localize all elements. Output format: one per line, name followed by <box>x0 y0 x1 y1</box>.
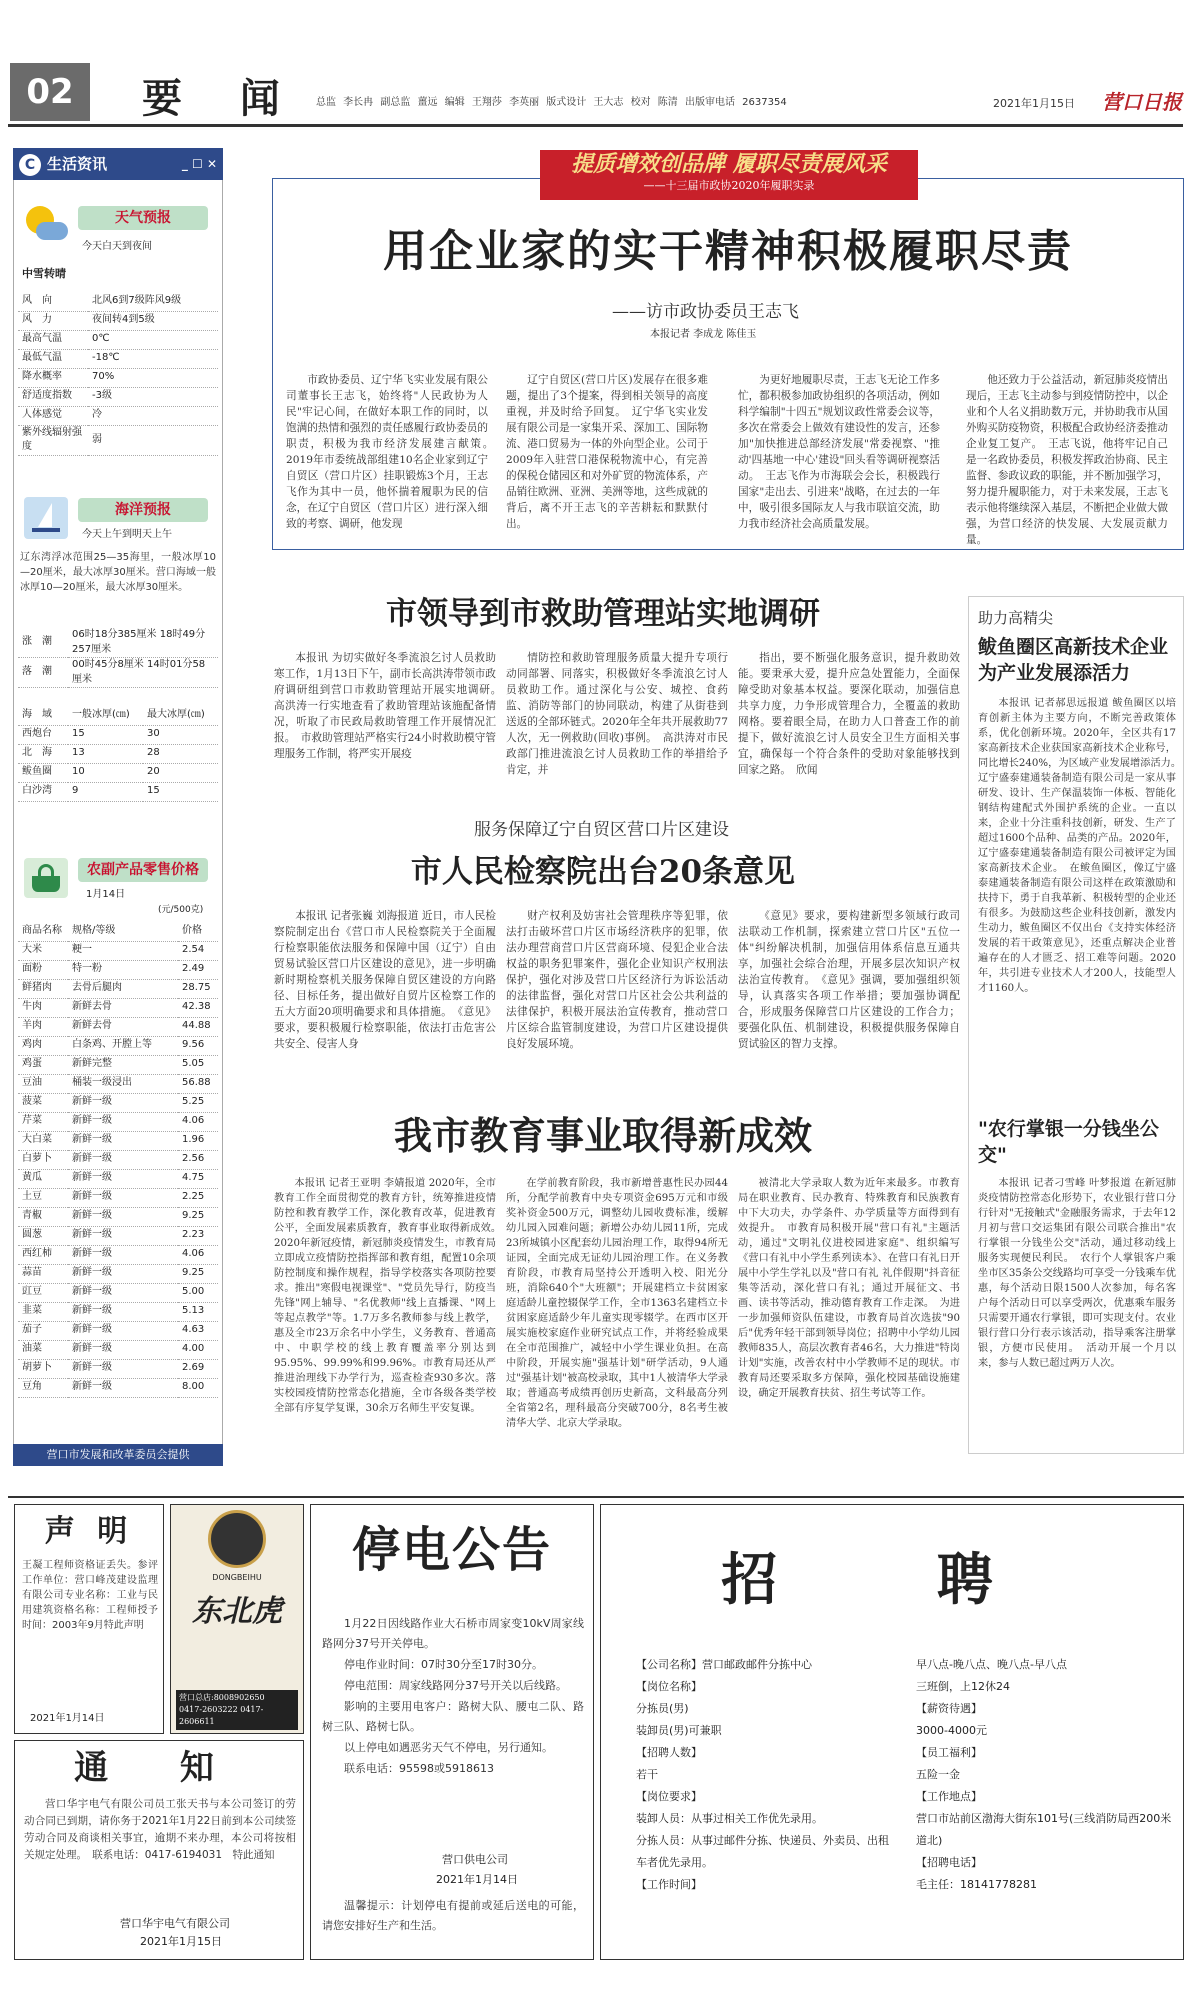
price-cell: 土豆 <box>18 1188 68 1207</box>
price-cell: 2.25 <box>178 1188 218 1207</box>
power-org: 营口供电公司 <box>442 1853 508 1866</box>
hiring-line: 【岗位名称】 <box>636 1680 702 1693</box>
price-cell: 牛肉 <box>18 998 68 1017</box>
weather-cell: 舒适度指数 <box>18 387 88 406</box>
price-cell: 4.75 <box>178 1169 218 1188</box>
price-cell: 2.49 <box>178 960 218 979</box>
price-unit: (元/500克) <box>158 905 204 915</box>
price-cell: 新鲜一级 <box>68 1283 178 1302</box>
ice-cell: 20 <box>143 763 218 782</box>
ice-row <box>18 725 218 744</box>
issue-date: 2021年1月15日 <box>993 97 1075 110</box>
price-tag: 农副产品零售价格 <box>78 858 208 882</box>
ice-cell: 西炮台 <box>18 725 68 744</box>
education-col3: 被清北大学录取人数为近年来最多。市教育局在职业教育、民办教育、特殊教育和民族教育中下大功夫，办学条件、办学质量等方面得到有效提升。 市教育局积极开展"营口有礼"主题活动，通过"文明礼仪进校园进家庭"、组织编写《营口有礼中小学生系列读本》、在营口有礼日开展中小学生学礼以及"营口有礼 礼伴假期"抖音征集等活动，深化营口有礼；通过开展征文、书画、读书等活动，推动德育教育工作走深。 为进一步加强师资队伍建设，市教育局首次选拔"90后"优秀年轻干部到领导岗位；招聘中小学幼儿园教师835人，高层次教育者46名，大力推进"特岗计划"实施，改善农村中小学教师不足的现状。市教育局还要采取多方保障，强化校园基础设施建设，确定开展教育扶贫、招生考试等工作。 <box>738 1178 960 1399</box>
cppcc-col4: 他还致力于公益活动，新冠肺炎疫情出现后，王志飞主动参与到疫情防控中，以企业和个人名义捐助数万元，并协助我市从国外购买防疫物资，积极配合政协经济委推动企业复工复产。 王志飞说，他将牢记自己是一名政协委员，积极发挥政治协商、民主监督、参政议政的职能，并不断加强学习，努力提升履职能力，对于未来发展，王志飞表示他将继续深入基层，不断把企业做大做强，为营口经济的快发展、大发展贡献力量。 <box>966 374 1168 546</box>
hiring-right <box>916 1654 1172 1896</box>
tide-cell: 落 潮 <box>18 658 68 688</box>
hiring-line: 五险一金 <box>916 1768 960 1781</box>
hiring-line: 【公司名称】营口邮政邮件分拣中心 <box>636 1658 812 1671</box>
hiring-line: 早八点-晚八点、晚八点-早八点 <box>916 1658 1067 1671</box>
price-cell: 1.96 <box>178 1131 218 1150</box>
cppcc-col2: 辽宁自贸区(营口片区)发展存在很多难题，提出了3个提案，得到相关领导的高度重视，并及时给予回复。 辽宁华飞实业发展有限公司是一家集开采、深加工、国际物流、港口贸易为一体的外向型企业。公司于2009年入驻营口港保税物流中心，有完善的保税仓储园区和对外矿贸的物流体系，产品销往欧洲、亚洲、美洲等地，这些成就的背后，离不开王志飞的辛苦耕耘和默默付出。 <box>506 374 708 530</box>
price-cell: 青椒 <box>18 1207 68 1226</box>
price-cell: 桶装一级浸出 <box>68 1074 178 1093</box>
price-row <box>18 998 218 1017</box>
price-row <box>18 979 218 998</box>
section-title: 要 闻 <box>142 75 302 122</box>
price-cell: 西红柿 <box>18 1245 68 1264</box>
price-cell: 9.25 <box>178 1207 218 1226</box>
price-cell: 圆葱 <box>18 1226 68 1245</box>
ice-cell: 30 <box>143 725 218 744</box>
price-cell: 5.13 <box>178 1302 218 1321</box>
price-cell: 特一粉 <box>68 960 178 979</box>
price-cell: 5.05 <box>178 1055 218 1074</box>
weather-summary: 中雪转晴 <box>22 267 66 280</box>
price-cell: 4.06 <box>178 1112 218 1131</box>
price-cell: 新鲜一级 <box>68 1245 178 1264</box>
price-cell: 2.69 <box>178 1359 218 1378</box>
price-cell: 5.25 <box>178 1093 218 1112</box>
hiring-title: 招 聘 <box>721 1547 1063 1613</box>
hiring-line: 分拣员(男) <box>636 1702 689 1715</box>
price-cell: 鸡蛋 <box>18 1055 68 1074</box>
price-cell: 新鲜一级 <box>68 1150 178 1169</box>
price-row <box>18 1036 218 1055</box>
weather-table <box>18 292 218 456</box>
weather-row <box>18 406 218 425</box>
ice-cell: 海 域 <box>18 706 68 725</box>
price-cell: 新鲜一级 <box>68 1112 178 1131</box>
price-cell: 2.56 <box>178 1150 218 1169</box>
weather-row <box>18 425 218 455</box>
sun-cloud-icon <box>24 204 70 250</box>
price-cell: 茄子 <box>18 1321 68 1340</box>
price-row <box>18 1226 218 1245</box>
price-cell: 44.88 <box>178 1017 218 1036</box>
weather-row <box>18 330 218 349</box>
price-cell: 2.54 <box>178 941 218 960</box>
rescue-col2: 情防控和救助管理服务质量大提升专项行动同部署、同落实，积极做好冬季流浪乞讨人员救助工作。通过深化与公安、城控、食药监、消防等部门的协同联动，构建了从街巷到送返的全部环链式。2020年全年共开展救助77人次，无一例救助(回收)事例。 高洪涛对市民政部门推进流浪乞讨人员救助工作的举措给予肯定，并 <box>506 652 728 776</box>
article-kicker-hightech: 助力高精尖 <box>978 609 1054 627</box>
price-row <box>18 1131 218 1150</box>
notice-date: 2021年1月15日 <box>140 1935 222 1948</box>
article-kicker-procuratorate: 服务保障辽宁自贸区营口片区建设 <box>474 820 729 840</box>
weather-cell: 风 力 <box>18 311 88 330</box>
weather-cell: 降水概率 <box>18 368 88 387</box>
price-cell: 豇豆 <box>18 1283 68 1302</box>
weather-cell: 紫外线辐射强度 <box>18 425 88 455</box>
price-cell: 新鲜一级 <box>68 1340 178 1359</box>
power-text: 1月22日因线路作业大石桥市周家变10kV周家线路网分37号开关停电。 停电作业时间：07时30分至17时30分。 停电范围：周家线路网分37号开关以后线路。 影响的主要用电客户：路树大队、腰屯二队、路树三队、路树七队。 以上停电如遇恶劣天气不停电，另行通知。 联系电话：95598或5918613 <box>322 1617 584 1775</box>
price-cell: 油菜 <box>18 1340 68 1359</box>
article-byline-cppcc: 本报记者 李成龙 陈佳玉 <box>650 329 757 340</box>
tide-cell: 涨 潮 <box>18 628 68 658</box>
ice-row <box>18 763 218 782</box>
price-cell: 粳一 <box>68 941 178 960</box>
procuratorate-col3: 《意见》要求，要构建新型多领域行政司法联动工作机制，探索建立营口片区"五位一体"纠纷解决机制，加强信用体系信息互通共享，加强社会综合治理，开展多层次知识产权法治宣传教育。 《意见》强调，要加强组织领导，认真落实各项工作举措；要加强协调配合，形成服务保障营口片区建设的工作合力；要强化队伍、机制建设，积极提供服务保障自贸试验区的智力支撑。 <box>738 910 960 1050</box>
power-tip: 温馨提示：计划停电有提前或延后送电的可能，请您安排好生产和生活。 <box>322 1899 584 1932</box>
price-cell: 42.38 <box>178 998 218 1017</box>
price-cell: 新鲜一级 <box>68 1359 178 1378</box>
basket-icon <box>24 858 68 898</box>
price-table <box>18 922 218 1398</box>
hiring-line: 毛主任：18141778281 <box>916 1878 1037 1891</box>
weather-cell: 最高气温 <box>18 330 88 349</box>
hiring-line: 分拣人员：从事过邮件分拣、快递员、外卖员、出租车者优先录用。 <box>636 1834 889 1869</box>
price-cell: 新鲜一级 <box>68 1093 178 1112</box>
weather-cell: -18℃ <box>88 349 218 368</box>
tiger-contact-line1: 营口总店:8008902650 <box>179 1693 265 1702</box>
abc-text: 本报讯 记者刁雪峰 叶梦报道 在新冠肺炎疫情防控常态化形势下，农业银行营口分行针对"无接触式"金融服务需求，于去年12月初与营口交运集团有限公司联合推出"农行掌银一分钱坐公交"活动，通过移动线上服务实现便民利民。 农行个人掌银客户乘坐市区35条公交线路均可享受一分钱乘车优惠，每个活动日限1500人次参加，每名客户每个活动日可以享受两次，优惠乘车服务只需要开通农行掌银，即可实现支付。农业银行营口分行表示该活动，指导乘客注册掌银，方便市民使用。 活动开展一个月以来，参与人数已超过两万人次。 <box>978 1178 1176 1369</box>
power-date: 2021年1月14日 <box>436 1873 518 1886</box>
price-cell: 商品名称 <box>18 922 68 941</box>
weather-cell: 夜间转4到5级 <box>88 311 218 330</box>
price-cell: 2.23 <box>178 1226 218 1245</box>
price-cell: 豆角 <box>18 1378 68 1397</box>
ice-cell: 13 <box>68 744 143 763</box>
hiring-line: 【工作时间】 <box>636 1878 702 1891</box>
ice-cell: 最大冰厚(㎝) <box>143 706 218 725</box>
price-cell: 4.00 <box>178 1340 218 1359</box>
price-cell: 新鲜一级 <box>68 1378 178 1397</box>
hiring-line: 【工作地点】 <box>916 1790 982 1803</box>
price-row <box>18 1112 218 1131</box>
price-row <box>18 1017 218 1036</box>
price-cell: 新鲜去骨 <box>68 998 178 1017</box>
price-cell: 大白菜 <box>18 1131 68 1150</box>
weather-tag: 天气预报 <box>78 206 208 230</box>
tiger-logo-icon <box>208 1510 266 1568</box>
weather-cell: -3级 <box>88 387 218 406</box>
rescue-col1: 本报讯 为切实做好冬季流浪乞讨人员救助寒工作，1月13日下午，副市长高洪涛带领市政府调研组到营口市救助管理站开展实地调研。 高洪涛一行实地查看了救助管理站该施配备情况，听取了市民政局救助管理工作开展情况汇报。 市救助管理站严格实行24小时救助模守管理服务工作制，将严实开展疫 <box>274 652 507 760</box>
price-cell: 8.00 <box>178 1378 218 1397</box>
price-cell: 黄瓜 <box>18 1169 68 1188</box>
notice-org: 营口华宇电气有限公司 <box>120 1917 230 1930</box>
price-row <box>18 1188 218 1207</box>
rescue-col3: 指出，要不断强化服务意识，提升救助效能。要秉承大爱，提升应急处置能力，全面保障受助对象基本权益。要深化联动，加强信息共享力度，力争形成管理合力，全覆盖的救助网格。要着眼全局，在助力人口普查工作的前提下，做好流浪乞讨人员安全卫生方面相关事宜，确保每一个符合条件的受助对象能够找到回家之路。 欣闻 <box>738 652 960 776</box>
price-row <box>18 1264 218 1283</box>
procuratorate-col1: 本报讯 记者张巍 刘海报道 近日，市人民检察院制定出台《营口市人民检察院关于全面履行检察职能依法服务和保障中国（辽宁）自由贸易试验区营口片区建设的意见》，进一步明确新时期检察机关服务保障自贸区建设的方向路径、目标任务，提出做好自贸片区检察工作的五大方面20项明确要求和具体措施。 《意见》要求，要积极履行检察职能，依法打击危害公共安全、侵害人身 <box>274 910 496 1050</box>
price-row <box>18 1302 218 1321</box>
ice-row <box>18 706 218 725</box>
sea-tag: 海洋预报 <box>78 498 208 522</box>
price-cell: 新鲜去骨 <box>68 1017 178 1036</box>
ice-cell: 鲅鱼圈 <box>18 763 68 782</box>
ice-row <box>18 744 218 763</box>
procuratorate-col2: 财产权利及妨害社会管理秩序等犯罪，依法打击破坏营口片区市场经济秩序的犯罪，依法办理营商营口片区营商环境、侵犯企业合法权益的职务犯罪案件，强化企业知识产权刑法保护，强化对涉及营口片区经济行为诉讼活动的法律监督，强化对营口片区社会公共利益的法律保护，积极开展法治宣传教育，推动营口片区综合监管制度建设，为营口片区建设提供良好发展环境。 <box>506 910 728 1050</box>
sea-subtitle: 今天上午到明天上午 <box>82 529 172 540</box>
hiring-line: 【薪资待遇】 <box>916 1702 982 1715</box>
weather-row <box>18 368 218 387</box>
weather-cell: 70% <box>88 368 218 387</box>
price-row <box>18 1340 218 1359</box>
ice-row <box>18 782 218 801</box>
price-row <box>18 1169 218 1188</box>
sailboat-icon <box>24 497 68 539</box>
price-row <box>18 1245 218 1264</box>
banner-ribbon <box>540 150 918 200</box>
statement-title: 声 明 <box>44 1514 134 1549</box>
statement-date: 2021年1月14日 <box>30 1713 105 1724</box>
info-icon: C <box>19 154 41 176</box>
weather-row <box>18 311 218 330</box>
weather-cell: 风 向 <box>18 292 88 311</box>
hiring-line: 装卸员(男)可兼职 <box>636 1724 722 1737</box>
weather-cell: 北风6到7级阵风9级 <box>88 292 218 311</box>
weather-row <box>18 292 218 311</box>
hiring-line: 【岗位要求】 <box>636 1790 702 1803</box>
price-cell: 价格 <box>178 922 218 941</box>
price-row <box>18 1283 218 1302</box>
price-cell: 鲜猪肉 <box>18 979 68 998</box>
cppcc-col1: 市政协委员、辽宁华飞实业发展有限公司董事长王志飞，始终将"人民政协为人民"牢记心间，在做好本职工作的同时，以饱满的热情和强烈的责任感履行政协委员的职责，积极为我市经济发展建言献策。 2019年市委统战部组建10名企业家到辽宁自贸区（营口片区）挂职锻炼3个月，王志飞作为其中一员，他怀揣着履职为民的信念，在辽宁自贸区（营口片区）进行深入细致的考察、调研，他发现 <box>286 374 499 530</box>
newspaper-logo: 营口日报 <box>1102 90 1182 114</box>
price-cell: 新鲜一级 <box>68 1188 178 1207</box>
price-row <box>18 1093 218 1112</box>
price-row <box>18 1207 218 1226</box>
article-title-education: 我市教育事业取得新成效 <box>393 1113 812 1158</box>
cppcc-col3: 为更好地履职尽责，王志飞无论工作多忙，都积极参加政协组织的各项活动，例如科学编制"十四五"规划议政性常委会议等，多次在常委会上做效有建设性的发言，还参加"加快推进总部经济发展"常委视察、"推动'四基地一中心'建设"回头看等调研视察活动。 王志飞作为市海联会会长，积极践行国家"走出去、引进来"战略，在过去的一年中，吸引很多国际友人与我市联谊交流，助力我市经济社会高质量发展。 <box>738 374 940 530</box>
ice-cell: 15 <box>143 782 218 801</box>
hiring-left <box>636 1654 896 1896</box>
price-row <box>18 960 218 979</box>
price-row <box>18 922 218 941</box>
price-cell: 4.63 <box>178 1321 218 1340</box>
weather-cell: 弱 <box>88 425 218 455</box>
price-cell: 去骨后腿肉 <box>68 979 178 998</box>
notice-text: 营口华宇电气有限公司员工张天书与本公司签订的劳动合同已到期，请你务于2021年1月22日前到本公司续签劳动合同及商谈相关事宜，逾期不来办理，本公司将按相关规定处理。 联系电话：0417-6194031 特此通知 <box>24 1798 296 1861</box>
tide-row <box>18 658 218 688</box>
tiger-brand-sub: DONGBEIHU <box>212 1573 262 1582</box>
weather-cell: 0℃ <box>88 330 218 349</box>
sea-text: 辽东湾浮冰范围25—35海里，一般冰厚10—20厘米，最大冰厚30厘米。营口海域一般冰厚10—20厘米，最大冰厚30厘米。 <box>20 552 216 593</box>
price-cell: 4.06 <box>178 1245 218 1264</box>
ice-cell: 一般冰厚(㎝) <box>68 706 143 725</box>
price-cell: 白萝卜 <box>18 1150 68 1169</box>
tiger-contact-line2: 0417-2603222 0417-2606611 <box>179 1705 264 1726</box>
price-cell: 新鲜一级 <box>68 1169 178 1188</box>
price-cell: 28.75 <box>178 979 218 998</box>
hiring-line: 若干 <box>636 1768 658 1781</box>
price-cell: 新鲜一级 <box>68 1207 178 1226</box>
hiring-line: 3000-4000元 <box>916 1724 987 1737</box>
price-cell: 大米 <box>18 941 68 960</box>
price-cell: 菠菜 <box>18 1093 68 1112</box>
ice-cell: 9 <box>68 782 143 801</box>
hightech-text: 本报讯 记者郝思远报道 鲅鱼圈区以培育创新主体为主要方向，不断完善政策体系，优化创新环境。2020年，全区共有17家高新技术企业获国家高新技术企业称号，同比增长240%，为区域产业发展增添活力。 辽宁盛泰建通装备制造有限公司是一家从事研发、设计、生产保温装饰一体板、智能化钢结构建配式外围护系统的企业。一直以来，企业十分注重科技创新，研发、生产了超过1600个品种、品类的产品。2020年，辽宁盛泰建通装备制造有限公司被评定为国家高新技术企业。 在鲅鱼圈区，像辽宁盛泰建通装备制造有限公司这样在政策激励和扶持下，勇于自我革新、积极转型的企业还有很多。为鼓励这些企业科技创新，激发内生动力，鲅鱼圈区不仅出台《支持实体经济发展的若干政策意见》，还重点解决企业普遍存在的人才匮乏、招工难等问题。2020年，共引进专业技术人才200人，技能型人才1160人。 <box>978 698 1187 994</box>
price-cell: 规格/等级 <box>68 922 178 941</box>
hiring-line: 三班倒，上12休24 <box>916 1680 1010 1693</box>
tiger-brand: 东北虎 <box>192 1594 282 1629</box>
hiring-line: 【员工福利】 <box>916 1746 982 1759</box>
weather-row <box>18 349 218 368</box>
article-title-rescue: 市领导到市救助管理站实地调研 <box>386 596 820 632</box>
price-cell: 新鲜完整 <box>68 1055 178 1074</box>
price-cell: 5.00 <box>178 1283 218 1302</box>
ice-cell: 28 <box>143 744 218 763</box>
ice-cell: 北 海 <box>18 744 68 763</box>
weather-cell: 冷 <box>88 406 218 425</box>
price-row <box>18 1359 218 1378</box>
sidebar-title: 生活资讯 <box>47 155 108 173</box>
sidebar-header <box>13 148 223 180</box>
price-cell: 蒜苗 <box>18 1264 68 1283</box>
price-cell: 白条鸡、开膛上等 <box>68 1036 178 1055</box>
sidebar-footer: 营口市发展和改革委员会提供 <box>13 1444 223 1466</box>
article-title-procuratorate: 市人民检察院出台20条意见 <box>410 854 796 890</box>
price-cell: 9.25 <box>178 1264 218 1283</box>
weather-row <box>18 387 218 406</box>
statement-text: 王凝工程师资格证丢失。参评工作单位：营口峰茂建设监理有限公司专业名称：工业与民用建筑资格名称：工程师授予时间：2003年9月特此声明 <box>22 1560 158 1631</box>
header-rule <box>8 124 1183 127</box>
ad-divider <box>8 1496 1184 1498</box>
weather-cell: 人体感觉 <box>18 406 88 425</box>
tide-cell: 00时45分8厘米 14时01分58厘米 <box>68 658 218 688</box>
tide-row <box>18 628 218 658</box>
window-controls-icon: _ ☐ ✕ <box>181 157 217 171</box>
ice-cell: 10 <box>68 763 143 782</box>
price-cell: 面粉 <box>18 960 68 979</box>
power-title: 停电公告 <box>351 1522 552 1578</box>
page-number: 02 <box>10 63 90 121</box>
ice-table <box>18 706 218 802</box>
banner-subtext: ——十三届市政协2020年履职实录 <box>643 179 815 192</box>
ice-cell: 白沙湾 <box>18 782 68 801</box>
price-row <box>18 1074 218 1093</box>
hiring-line: 【招聘人数】 <box>636 1746 702 1759</box>
tide-table <box>18 628 218 688</box>
price-cell: 9.56 <box>178 1036 218 1055</box>
tiger-contact <box>176 1690 298 1730</box>
price-cell: 56.88 <box>178 1074 218 1093</box>
price-cell: 鸡肉 <box>18 1036 68 1055</box>
weather-subtitle: 今天白天到夜间 <box>82 241 152 252</box>
price-row <box>18 1378 218 1397</box>
banner-text: 提质增效创品牌 履职尽责展风采 <box>571 151 887 177</box>
weather-cell: 最低气温 <box>18 349 88 368</box>
hiring-line: 营口市站前区渤海大街东101号(三线消防局西200米道北) <box>916 1812 1172 1847</box>
article-subtitle-cppcc: ——访市政协委员王志飞 <box>612 302 799 322</box>
article-title-hightech: 鲅鱼圈区高新技术企业为产业发展添活力 <box>978 636 1169 684</box>
price-cell: 胡萝卜 <box>18 1359 68 1378</box>
price-cell: 新鲜一级 <box>68 1302 178 1321</box>
tide-cell: 06时18分385厘米 18时49分257厘米 <box>68 628 218 658</box>
article-title-cppcc: 用企业家的实干精神积极履职尽责 <box>383 226 1073 277</box>
staff-list: 总监 李长冉 副总监 薑远 编辑 王翔莎 李英丽 版式设计 王大志 校对 陈清 出版审电话 2637354 <box>316 97 787 108</box>
article-title-abc: "农行掌银一分钱坐公交" <box>978 1118 1159 1166</box>
price-date: 1月14日 <box>86 889 126 900</box>
price-cell: 新鲜一级 <box>68 1131 178 1150</box>
price-row <box>18 1150 218 1169</box>
hiring-line: 装卸人员：从事过相关工作优先录用。 <box>636 1812 823 1825</box>
price-cell: 芹菜 <box>18 1112 68 1131</box>
price-row <box>18 941 218 960</box>
notice-title: 通 知 <box>74 1748 244 1788</box>
price-cell: 新鲜一级 <box>68 1321 178 1340</box>
education-col2: 在学前教育阶段，我市新增普惠性民办园44所，分配学前教育中央专项资金695万元和市级奖补资金500万元，调整幼儿园收费标准，缓解幼儿园入园难问题；新增公办幼儿园11所，完成23所城镇小区配套幼儿园治理工作，取得94所无证园，全面完成无证幼儿园治理工作。在义务教育阶段，市教育局坚持公开透明入校、阳光分班，消除640个"大班额"；开展建档立卡贫困家庭适龄儿童控辍保学工作，全市1363名建档立卡贫困家庭适龄少年儿童实现零辍学。在西市区开展实施校家庭作业研究试点工作，并将经验成果在全市范围推广，减轻中小学生课业负担。在高中阶段，开展实施"强基计划"研学活动，9人通过"强基计划"被高校录取，其中1人被清华大学录取；普通高考成绩再创历史新高，文科最高分列全省第2名，理科最高分突破700分，8名考生被清华大学、北京大学录取。 <box>506 1178 728 1429</box>
price-row <box>18 1321 218 1340</box>
hiring-line: 【招聘电话】 <box>916 1856 982 1869</box>
education-col1: 本报讯 记者王亚明 李婧报道 2020年，全市教育工作全面贯彻党的教育方针，统筹推进疫情防控和教育教学工作，深化教育改革，促进教育公平，全面发展素质教育，教育事业取得新成效。 2020年新冠疫情，新冠肺炎疫情发生，市教育局立即成立疫情防控指挥部和教育组，配置10余项防控制度和操作规程，指导学校落实各项防控要求。推出"寒假电视课堂"、"党员先导行，防疫当先锋"网上辅导、"名优教师"线上直播课、"网上等起点教学"等。1.7万多名教师参与线上教学，惠及全市23万余名中小学生，义务教育、普通高中、中职学校的线上教育覆盖率分别达到95.95%、99.99%和99.96%。市教育局还从严推进治理线下办学行为，巡查检查930多次。落实校园疫情防控常态化措施，全市各级各类学校全部有序复学复课，30余万名师生平安复课。 <box>274 1178 507 1414</box>
price-row <box>18 1055 218 1074</box>
ice-cell: 15 <box>68 725 143 744</box>
price-cell: 新鲜一级 <box>68 1226 178 1245</box>
price-cell: 羊肉 <box>18 1017 68 1036</box>
price-cell: 韭菜 <box>18 1302 68 1321</box>
price-cell: 豆油 <box>18 1074 68 1093</box>
price-cell: 新鲜一级 <box>68 1264 178 1283</box>
